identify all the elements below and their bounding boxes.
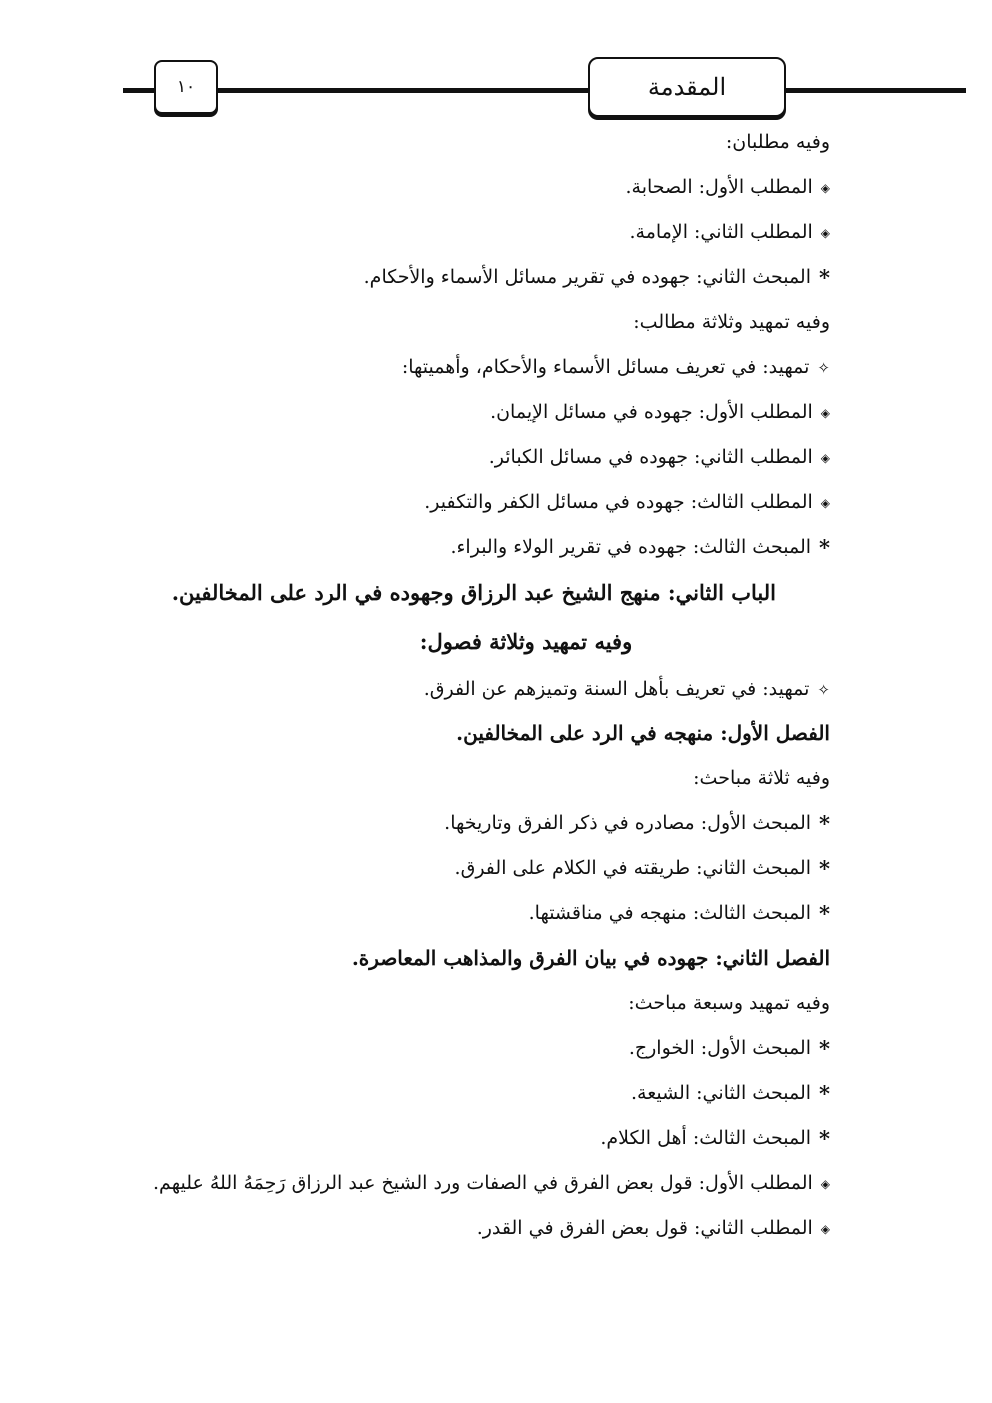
list-item: [120, 439, 830, 475]
line-text: المطلب الأول: جهوده في مسائل الإيمان.: [490, 401, 813, 423]
list-item: [120, 349, 830, 385]
asterisk-bullet-icon: *: [819, 265, 830, 290]
list-item: [120, 394, 830, 430]
chapter-heading: [120, 940, 830, 976]
asterisk-bullet-icon: *: [819, 856, 830, 881]
subheading-text: وفيه تمهيد وثلاثة فصول:: [419, 629, 633, 654]
line-text: المطلب الثاني: قول بعض الفرق في القدر.: [476, 1217, 813, 1239]
list-item: [120, 671, 830, 707]
header-title: المقدمة: [588, 57, 786, 117]
list-item: [120, 124, 830, 160]
line-text: وفيه ثلاثة مباحث:: [693, 767, 830, 789]
asterisk-bullet-icon: *: [819, 1126, 830, 1151]
list-item: [120, 850, 830, 886]
list-item: [120, 259, 830, 295]
list-item: [120, 895, 830, 931]
list-item: [120, 1030, 830, 1066]
sparkle-bullet-icon: ✧: [817, 359, 830, 377]
diamond-bullet-icon: ◈: [820, 406, 830, 420]
heading-text: الفصل الثاني: جهوده في بيان الفرق والمذاهب المعاصرة.: [351, 946, 830, 970]
line-text: وفيه تمهيد وسبعة مباحث:: [628, 992, 830, 1014]
heading-text: الباب الثاني: منهج الشيخ عبد الرزاق وجهوده في الرد على المخالفين.: [171, 580, 776, 605]
line-text: المبحث الثاني: جهوده في تقرير مسائل الأسماء والأحكام.: [363, 266, 812, 288]
list-item: [120, 169, 830, 205]
line-text: المبحث الأول: مصادره في ذكر الفرق وتاريخها.: [444, 812, 812, 834]
list-item: [120, 484, 830, 520]
line-text: المبحث الثاني: طريقته في الكلام على الفرق.: [454, 857, 812, 879]
line-text: المبحث الثالث: جهوده في تقرير الولاء والبراء.: [450, 536, 812, 558]
list-item: [120, 1075, 830, 1111]
header-rule: [123, 88, 966, 93]
asterisk-bullet-icon: *: [819, 811, 830, 836]
line-text: المبحث الثالث: منهجه في مناقشتها.: [528, 902, 812, 924]
chapter-heading: [120, 715, 830, 751]
list-item: [120, 214, 830, 250]
section-subheading: [0, 624, 992, 660]
asterisk-bullet-icon: *: [819, 901, 830, 926]
diamond-bullet-icon: ◈: [820, 1177, 830, 1191]
section-heading: [100, 575, 776, 611]
list-item: [120, 1210, 830, 1246]
line-text: المطلب الثاني: الإمامة.: [629, 221, 813, 243]
line-text: تمهيد: في تعريف بأهل السنة وتميزهم عن الفرق.: [423, 678, 810, 700]
line-text: المبحث الأول: الخوارج.: [628, 1037, 812, 1059]
heading-text: الفصل الأول: منهجه في الرد على المخالفين.: [456, 721, 830, 745]
line-text: تمهيد: في تعريف مسائل الأسماء والأحكام، وأهميتها:: [401, 356, 810, 378]
list-item: [120, 529, 830, 565]
list-item: [120, 805, 830, 841]
list-item: [120, 304, 830, 340]
line-text: وفيه مطلبان:: [725, 131, 830, 153]
list-item: [120, 985, 830, 1021]
diamond-bullet-icon: ◈: [820, 226, 830, 240]
line-text: المطلب الأول: الصحابة.: [625, 176, 813, 198]
list-item: [120, 1165, 830, 1201]
diamond-bullet-icon: ◈: [820, 451, 830, 465]
line-text: المبحث الثالث: أهل الكلام.: [600, 1127, 812, 1149]
line-text: المطلب الثالث: جهوده في مسائل الكفر والتكفير.: [424, 491, 813, 513]
line-text: وفيه تمهيد وثلاثة مطالب:: [633, 311, 830, 333]
diamond-bullet-icon: ◈: [820, 496, 830, 510]
diamond-bullet-icon: ◈: [820, 181, 830, 195]
line-text: المطلب الثاني: جهوده في مسائل الكبائر.: [488, 446, 813, 468]
line-text: المبحث الثاني: الشيعة.: [630, 1082, 812, 1104]
page-number: ١٠: [154, 60, 218, 114]
list-item: [120, 1120, 830, 1156]
asterisk-bullet-icon: *: [819, 1081, 830, 1106]
asterisk-bullet-icon: *: [819, 1036, 830, 1061]
diamond-bullet-icon: ◈: [820, 1222, 830, 1236]
asterisk-bullet-icon: *: [819, 535, 830, 560]
page-header: [0, 55, 992, 125]
list-item: [120, 760, 830, 796]
line-text: المطلب الأول: قول بعض الفرق في الصفات ورد الشيخ عبد الرزاق رَحِمَهُ اللهُ عليهم.: [153, 1172, 813, 1194]
sparkle-bullet-icon: ✧: [817, 681, 830, 699]
